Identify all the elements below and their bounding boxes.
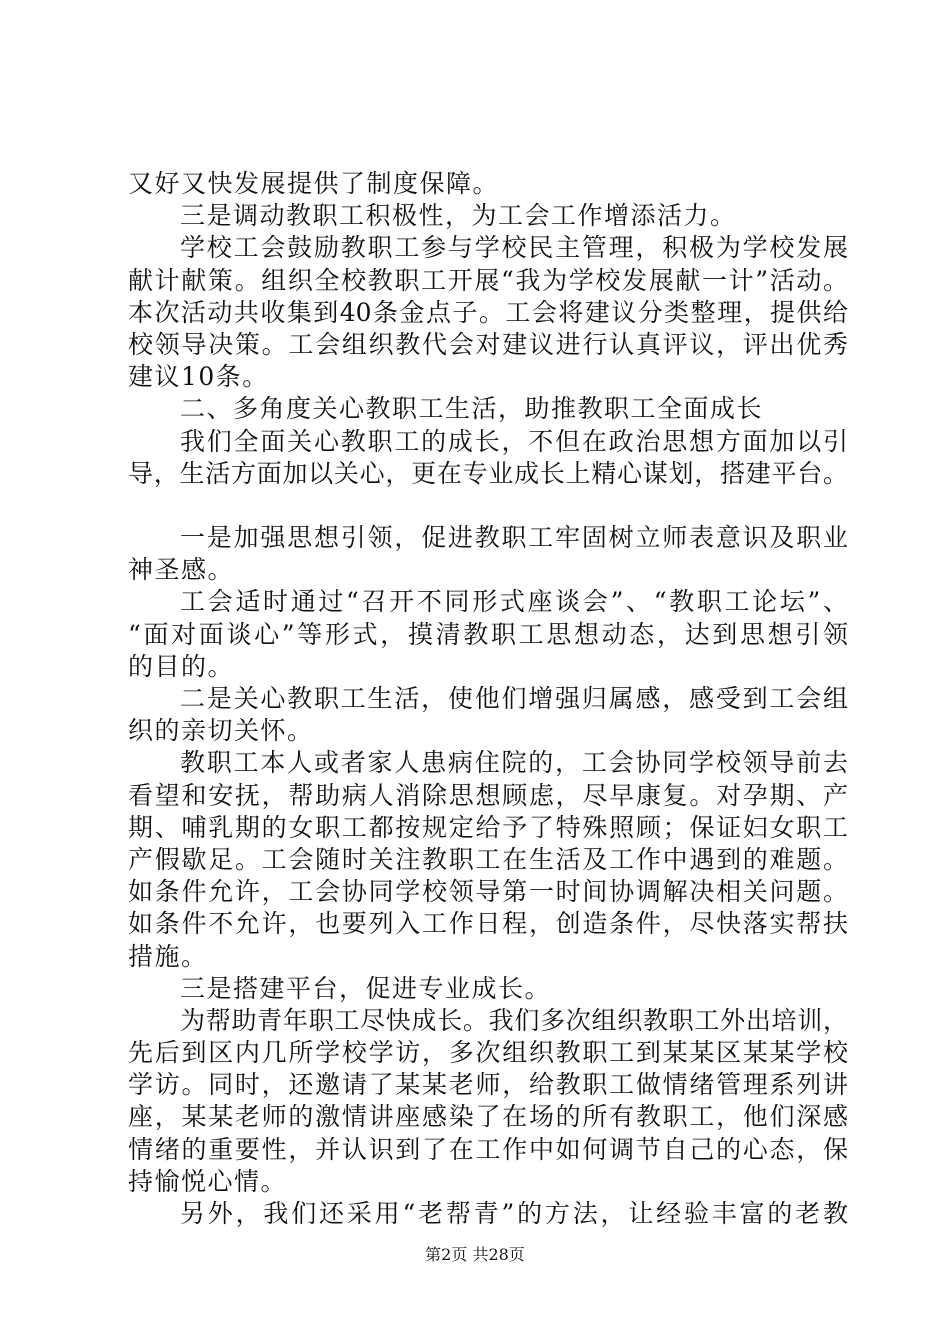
text-line: 持愉悦心情。 [128,1166,288,1196]
text-line: 二是关心教职工生活，使他们增强归属感，感受到工会组 [180,684,848,713]
text-line: 如条件允许，工会协同学校领导第一时间协调解决相关问题。 [128,877,848,907]
text-line: 期、哺乳期的女职工都按规定给予了特殊照顾；保证妇女职工 [128,812,848,842]
text-line: 情绪的重要性，并认识到了在工作中如何调节自己的心态，保 [128,1134,848,1164]
text-line: 座，某某老师的激情讲座感染了在场的所有教职工，他们深感 [128,1102,848,1132]
text-line: 另外，我们还采用“老帮青”的方法，让经验丰富的老教 [180,1199,848,1228]
body-text [128,168,848,1230]
text-line: 工会适时通过“召开不同形式座谈会”、“教职工论坛”、 [180,587,848,617]
text-line: “面对面谈心”等形式，摸清教职工思想动态，达到思想引领 [128,619,848,649]
text-line: 织的亲切关怀。 [128,716,314,746]
text-line: 产假歇足。工会随时关注教职工在生活及工作中遇到的难题。 [128,844,848,874]
text-line: 一是加强思想引领，促进教职工牢固树立师表意识及职业 [180,523,848,553]
text-line: 学校工会鼓励教职工参与学校民主管理，积极为学校发展 [180,233,848,263]
text-line: 教职工本人或者家人患病住院的，工会协同学校领导前去 [180,748,848,778]
text-line: 导，生活方面加以关心，更在专业成长上精心谋划，搭建平台。 [128,458,848,488]
text-line: 献计献策。组织全校教职工开展“我为学校发展献一计”活动。 [128,265,848,295]
text-line: 看望和安抚，帮助病人消除思想顾虑，尽早康复。对孕期、产 [128,780,848,810]
text-line: 二、多角度关心教职工生活，助推教职工全面成长 [180,394,764,424]
text-line: 本次活动共收集到40条金点子。工会将建议分类整理，提供给 [128,297,848,327]
text-line: 学访。同时，还邀请了某某老师，给教职工做情绪管理系列讲 [128,1070,848,1100]
text-line: 三是调动教职工积极性，为工会工作增添活力。 [180,201,737,231]
text-line: 我们全面关心教职工的成长，不但在政治思想方面加以引 [180,426,848,456]
text-line: 建议10条。 [128,362,269,392]
text-line: 为帮助青年职工尽快成长。我们多次组织教职工外出培训， [180,1005,848,1035]
text-line: 的目的。 [128,651,235,681]
text-line: 如条件不允许，也要列入工作日程，创造条件，尽快落实帮扶 [128,909,848,939]
page-footer: 第2页 共28页 [425,1245,525,1264]
text-line: 先后到区内几所学校学访，多次组织教职工到某某区某某学校 [128,1038,848,1068]
text-line: 神圣感。 [128,555,235,585]
text-line: 校领导决策。工会组织教代会对建议进行认真评议，评出优秀 [128,329,848,359]
text-line: 又好又快发展提供了制度保障。 [128,169,500,198]
blank-line [128,490,848,522]
text-line: 三是搭建平台，促进专业成长。 [180,973,552,1003]
text-line: 措施。 [128,941,208,971]
